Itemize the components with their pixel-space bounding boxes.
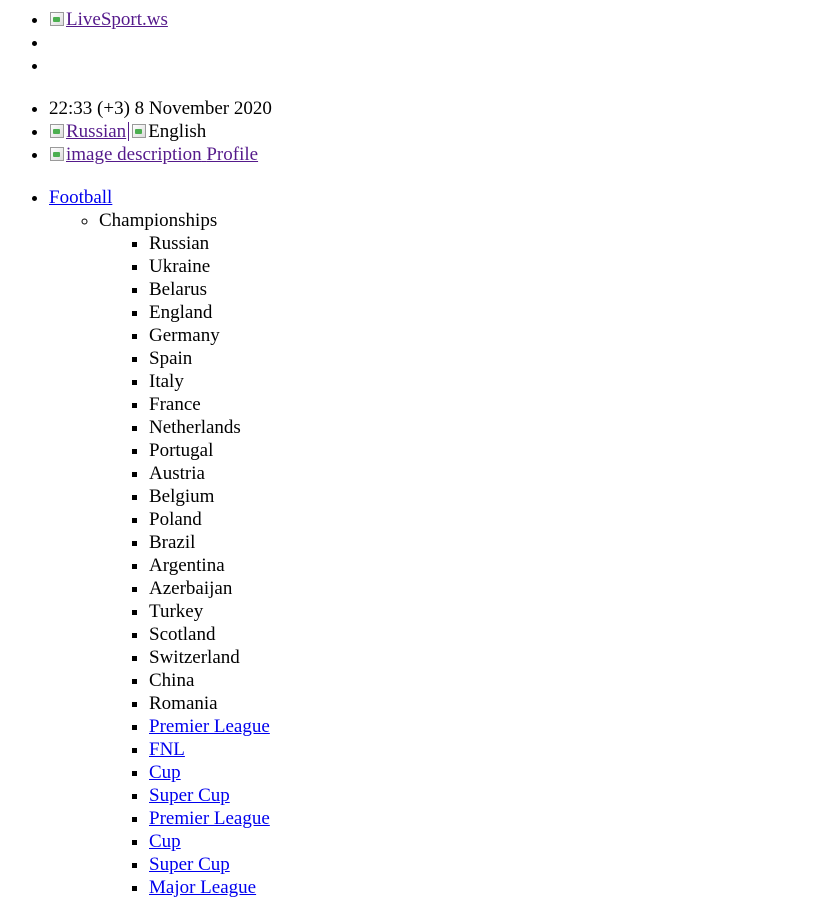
league-item [149,715,840,738]
country-item[interactable] [149,646,840,669]
country-label: Russian [149,233,210,254]
country-label: Portugal [149,440,214,461]
empty-list-item [49,31,840,54]
english-flag-icon [131,123,147,139]
league-link[interactable]: FNL [149,739,185,760]
country-item[interactable] [149,623,840,646]
country-item[interactable] [149,577,840,600]
country-item[interactable] [149,554,840,577]
country-item[interactable] [149,347,840,370]
league-item [149,853,840,876]
league-item [149,761,840,784]
country-item[interactable] [149,416,840,439]
country-item[interactable] [149,278,840,301]
empty-list-item [49,54,840,77]
league-item [149,784,840,807]
league-link[interactable]: Super Cup [149,854,230,875]
country-label: Germany [149,325,220,346]
country-label: China [149,670,195,691]
league-link[interactable]: Cup [149,831,181,852]
league-item [149,876,840,899]
league-link[interactable]: Major League [149,877,257,898]
country-item[interactable] [149,531,840,554]
country-item[interactable] [149,485,840,508]
logo-alt-text: LiveSport.ws [66,9,168,30]
country-label: Argentina [149,555,225,576]
country-item[interactable] [149,600,840,623]
country-label: England [149,302,213,323]
league-link[interactable]: Cup [149,762,181,783]
profile-image-icon [49,146,65,162]
country-label: Belarus [149,279,208,300]
league-link[interactable]: Premier League [149,716,270,737]
country-label: Italy [149,371,184,392]
language-separator [128,122,129,141]
league-item [149,830,840,853]
country-item[interactable] [149,232,840,255]
league-link[interactable]: Premier League [149,808,270,829]
profile-link[interactable] [49,144,258,165]
profile-item [49,143,840,166]
profile-img-alt: image description [66,144,202,165]
championships-label: Championships [99,210,218,231]
nav-item-championships [99,209,840,899]
league-item [149,807,840,830]
league-item [149,738,840,761]
country-item[interactable] [149,393,840,416]
country-label: Spain [149,348,193,369]
broken-image-icon [49,11,65,27]
language-english-label: English [148,121,207,142]
country-label: Romania [149,693,218,714]
country-item[interactable] [149,692,840,715]
russian-flag-icon [49,123,65,139]
country-item[interactable] [149,669,840,692]
country-item[interactable] [149,462,840,485]
main-nav [0,186,840,899]
country-item[interactable] [149,324,840,347]
country-label: Turkey [149,601,204,622]
country-item[interactable] [149,370,840,393]
datetime-text: 22:33 (+3) 8 November 2020 [49,98,272,119]
country-item[interactable] [149,508,840,531]
language-item [49,120,840,143]
country-label: Ukraine [149,256,211,277]
country-label: Poland [149,509,202,530]
country-label: Netherlands [149,417,241,438]
topbar-list [0,97,840,166]
nav-item-football [49,186,840,899]
header-list [0,8,840,77]
championships-list [99,232,840,899]
language-russian-link[interactable] [49,121,126,142]
country-label: Belgium [149,486,215,507]
language-russian-label: Russian [66,121,127,142]
logo-link[interactable] [49,9,168,30]
country-label: France [149,394,201,415]
datetime-item [49,97,840,120]
logo-item [49,8,840,31]
country-label: Brazil [149,532,196,553]
football-submenu [49,209,840,899]
country-label: Scotland [149,624,216,645]
football-link[interactable]: Football [49,187,113,208]
profile-label: Profile [206,144,259,165]
country-label: Switzerland [149,647,240,668]
country-item[interactable] [149,439,840,462]
country-label: Azerbaijan [149,578,233,599]
league-link[interactable]: Super Cup [149,785,230,806]
country-item[interactable] [149,301,840,324]
country-item[interactable] [149,255,840,278]
country-label: Austria [149,463,205,484]
